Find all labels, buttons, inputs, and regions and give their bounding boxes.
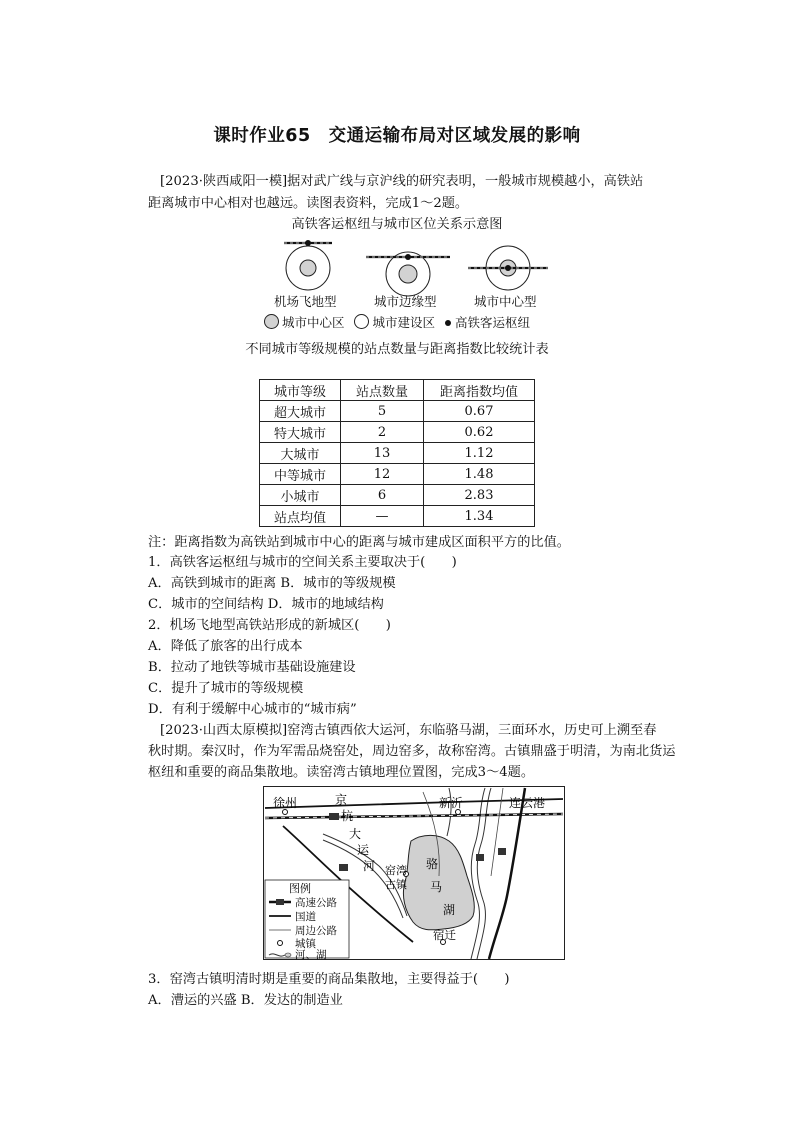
cell-station-count: 13: [341, 443, 424, 464]
q3-stem: 3．窑湾古镇明清时期是重要的商品集散地，主要得益于( ): [148, 972, 510, 987]
expressway-marker: [498, 848, 506, 855]
q1-options-cd: C．城市的空间结构 D．城市的地域结构: [148, 597, 384, 612]
legend-city-construction: 城市建设区: [372, 315, 435, 330]
label-canal-char: 大: [349, 827, 362, 841]
table-row: [260, 422, 535, 443]
cell-city-level: 中等城市: [260, 464, 341, 485]
cell-city-level: 特大城市: [260, 422, 341, 443]
city-construction-legend-icon: [354, 314, 369, 329]
label-lianyungang: 连云港: [509, 796, 546, 810]
label-yaowan: 窑湾: [385, 864, 407, 877]
q2-option-c: C．提升了城市的等级规模: [148, 681, 304, 696]
cell-distance-index: 0.62: [424, 422, 535, 443]
city-center-legend-icon: [264, 314, 279, 329]
q2-option-b: B．拉动了地铁等城市基础设施建设: [148, 660, 356, 675]
header-city-level: 城市等级: [260, 380, 341, 401]
q3-options-ab: A．漕运的兴盛 B．发达的制造业: [148, 993, 343, 1008]
label-lake-char: 马: [430, 880, 443, 894]
label-lake-char: 湖: [443, 903, 456, 917]
type-airport-enclave-diagram: [284, 240, 332, 290]
hsr-hub-legend-icon: [445, 320, 451, 326]
type-city-edge-diagram: [366, 252, 450, 296]
cell-city-level: 站点均值: [260, 506, 341, 527]
table-row: [260, 464, 535, 485]
center-zone-circle: [300, 260, 316, 276]
map-legend-river-lake: 河、湖: [295, 949, 327, 960]
q2-option-a: A．降低了旅客的出行成本: [148, 639, 303, 654]
table-title: 不同城市等级规模的站点数量与距离指数比较统计表: [245, 342, 549, 357]
expressway-marker: [476, 854, 484, 861]
center-zone-circle: [399, 265, 417, 283]
q2-stem: 2．机场飞地型高铁站形成的新城区( ): [148, 618, 391, 633]
label-ancient-town: 古镇: [385, 878, 407, 891]
intro1-line2: 距离城市中心相对也越远。读图表资料，完成1～2题。: [148, 196, 469, 211]
hsr-hub-dot: [405, 254, 411, 260]
header-distance-index: 距离指数均值: [424, 380, 535, 401]
header-station-count: 站点数量: [341, 380, 424, 401]
hsr-hub-dot: [505, 265, 511, 271]
q1-options-ab: A．高铁到城市的距离 B．城市的等级规模: [148, 576, 396, 591]
label-canal-char: 京: [335, 793, 348, 807]
cell-station-count: 5: [341, 401, 424, 422]
cell-station-count: —: [341, 506, 424, 527]
hsr-hub-dot: [305, 240, 311, 246]
page-title: 课时作业65 交通运输布局对区域发展的影响: [213, 126, 581, 146]
intro2-line3: 枢纽和重要的商品集散地。读窑湾古镇地理位置图，完成3～4题。: [148, 765, 535, 780]
label-xinyi: 新沂: [439, 796, 464, 810]
legend-hsr-hub: 高铁客运枢纽: [455, 315, 531, 330]
map-legend-national-road: 国道: [295, 911, 316, 923]
cell-distance-index: 0.67: [424, 401, 535, 422]
expressway-marker: [329, 813, 339, 820]
label-canal-char: 河: [363, 859, 376, 873]
expressway-marker: [339, 864, 348, 871]
label-lake-char: 骆: [426, 857, 439, 871]
q2-option-d: D．有利于缓解中心城市的“城市病”: [148, 702, 357, 717]
town-legend-icon: [278, 941, 283, 946]
label-canal-char: 杭: [341, 809, 354, 823]
stats-table: [259, 379, 535, 527]
table-row: [260, 443, 535, 464]
type-label-center: 城市中心型: [474, 294, 537, 309]
table-row: [260, 506, 535, 527]
yaowan-location-map: [263, 786, 565, 960]
table-note: 注：距离指数为高铁站到城市中心的距离与城市建成区面积平方的比值。: [148, 535, 570, 550]
figure1-legend: [0, 313, 794, 331]
map-legend-title: 图例: [289, 882, 311, 895]
table-row: [260, 485, 535, 506]
figure1-title: 高铁客运枢纽与城市区位关系示意图: [291, 217, 503, 232]
intro2-line2: 秋时期。秦汉时，作为军需品烧窑处，周边窑多，故称窑湾。古镇鼎盛于明清，为南北货运: [148, 744, 676, 759]
cell-city-level: 小城市: [260, 485, 341, 506]
intro1-line1: [2023·陕西咸阳一模]据对武广线与京沪线的研究表明，一般城市规模越小，高铁站: [160, 174, 644, 189]
cell-station-count: 6: [341, 485, 424, 506]
label-suqian: 宿迁: [433, 928, 456, 942]
label-xuzhou: 徐州: [273, 796, 298, 810]
cell-distance-index: 1.34: [424, 506, 535, 527]
label-canal-char: 运: [357, 843, 370, 857]
cell-distance-index: 1.48: [424, 464, 535, 485]
cell-city-level: 大城市: [260, 443, 341, 464]
map-legend-town: 城镇: [295, 938, 316, 950]
town-xinyi: [456, 810, 461, 815]
q1-stem: 1．高铁客运枢纽与城市的空间关系主要取决于( ): [148, 555, 457, 570]
cell-distance-index: 1.12: [424, 443, 535, 464]
map-legend-local-road: 周边公路: [295, 925, 337, 937]
map-legend-expressway: 高速公路: [295, 897, 337, 909]
type-label-airport: 机场飞地型: [274, 294, 337, 309]
intro2-line1: [2023·山西太原模拟]窑湾古镇西依大运河，东临骆马湖，三面环水，历史可上溯至春: [160, 723, 657, 738]
table-row: [260, 401, 535, 422]
table-header-row: [260, 380, 535, 401]
town-xuzhou: [283, 810, 288, 815]
cell-distance-index: 2.83: [424, 485, 535, 506]
type-label-edge: 城市边缘型: [374, 294, 437, 309]
legend-city-center: 城市中心区: [281, 315, 345, 330]
cell-city-level: 超大城市: [260, 401, 341, 422]
cell-station-count: 12: [341, 464, 424, 485]
cell-station-count: 2: [341, 422, 424, 443]
type-city-center-diagram: [468, 246, 548, 290]
